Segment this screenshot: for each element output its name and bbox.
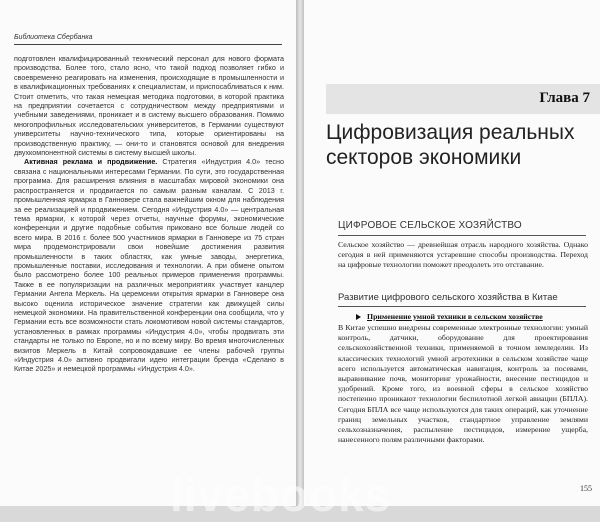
page-number: 155	[580, 484, 592, 493]
chapter-label: Глава 7	[539, 90, 590, 106]
section-title: ЦИФРОВОЕ СЕЛЬСКОЕ ХОЗЯЙСТВО	[338, 220, 522, 231]
subsection-title: Развитие цифрового сельского хозяйства в Китае	[338, 292, 558, 303]
paragraph-lead: Активная реклама и продвижение.	[24, 157, 158, 167]
header-rule	[14, 44, 282, 45]
chapter-band	[326, 84, 600, 114]
bullet-heading-text: Применение умной техники в сельском хозяйстве	[367, 312, 543, 321]
section-rule	[338, 235, 586, 236]
left-page	[0, 0, 296, 506]
body-paragraph: В Китае успешно внедрены современные электронные технологии: умный контроль, датчики, оборудование для проектирования сельскохозяйственной техники, применяемой в точном земледелии. Из классических технологий умной агротехники в сельском хозяйстве чаще всего используется автоматическая навигация, контроль за посевами, выравнивание почв, мониторинг урожайности, внесение пестицидов и удобрений. Кроме того, из военной сферы в сельское хозяйство постепенно проникают технологии беспилотной легкой авиации (БПЛА). Сегодня БПЛА все чаще используются для таких операций, как уточнение границ земельных участков, стандартное управление землями сельхозназначения, распыление пестицидов, измерение ущерба, нанесенного полям различными факторами.	[338, 323, 588, 445]
triangle-bullet-icon	[356, 314, 361, 320]
chapter-title-line: Цифровизация реальных	[326, 121, 575, 144]
left-body-text	[14, 54, 284, 374]
book-gutter	[296, 0, 304, 506]
right-page	[304, 0, 600, 506]
watermark: livebooks	[170, 469, 392, 521]
running-head: Библиотека Сбербанка	[14, 34, 93, 41]
chapter-title-line: секторов экономики	[326, 146, 522, 169]
chapter-title	[326, 120, 574, 170]
bullet-heading	[356, 312, 543, 321]
paragraph: подготовлен квалифицированный технический персонал для нового формата производства. Более того, стало ясно, что такой подход позволяет гибко и своевременно реагировать на изменения, происходящие в промышленности и в квалификационных требованиях к специалистам, и приспосабливаться к ним. Стоит отметить, что такая немецкая методика подготовки, в которой практика на предприятии сочетается с сотрудничеством между предприятиями и учебными заведениями, проникает и в систему высшего образования. Помимо многопрофильных исследовательских университетов, в Германии существуют университеты научно-технического типа, которые ориентированы на производственную практику, — они-то и становятся основой для внедрения двухкомпонентной системы в систему высшей школы.	[14, 54, 284, 158]
subsection-rule	[338, 306, 586, 307]
intro-paragraph: Сельское хозяйство — древнейшая отрасль народного хозяйства. Однако сегодня в ней применяются устаревшие способы производства. Переход на цифровые технологии поможет преодолеть это отставание.	[338, 240, 588, 270]
paragraph	[14, 157, 284, 373]
paragraph-text: Стратегия «Индустрия 4.0» тесно связана с национальными интересами Германии. По сути, это государственная программа. Для расширения влияния в масштабах мировой экономики она распространяется и продвигается по самым разным каналам. С 2013 г. промышленная ярмарка в Ганновере стала важнейшим окном для наблюдения за ее реализацией и продвижением. Сегодня «Индустрия 4.0» — центральная тема ярмарки, к которой через отчеты, научные форумы, экономические конференции и другие подобные события приковано все больше людей со всего мира. В 2016 г. более 500 участников ярмарки в Ганновере из 75 стран мира продемонстрировали свои новейшие достижения развития промышленности в таких областях, как умные заводы, энергетика, промышленные поставки, исследования и технологии. А при обмене опытом было рассмотрено более 100 реальных примеров применения программы. Также в ее популяризации на различных мероприятиях участвует канцлер Германии Ангела Меркель. На церемонии открытия ярмарки в Ганновере она высоко оценила историческое значение стратегии как движущей силы немецкой экономики. На правительственной конференции она сообщила, что у Германии есть все возможности стать локомотивом новой системы стандартов, установленных в рамках программы «Индустрия 4.0», чтобы продвигать эти стандарты не только по Европе, но и по всему миру. Во время многочисленных визитов Меркель в Китай сопровождавшие ее члены рабочей группы «Индустрия 4.0» активно продвигали идею интеграции бренда «Сделано в Китае 2025» и немецкой программы «Индустрия 4.0».	[14, 157, 284, 374]
